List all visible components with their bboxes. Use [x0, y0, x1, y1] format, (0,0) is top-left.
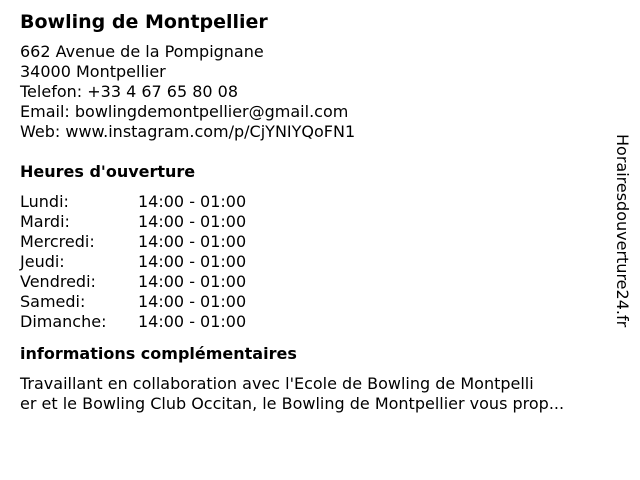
address-city: 34000 Montpellier	[20, 62, 166, 81]
day-label: Mardi:	[20, 212, 70, 231]
day-label: Dimanche:	[20, 312, 107, 331]
hours-row-saturday	[20, 292, 620, 312]
opening-hours-heading: Heures d'ouverture	[20, 162, 196, 181]
day-label: Jeudi:	[20, 252, 65, 271]
day-label: Samedi:	[20, 292, 86, 311]
email-line: Email: bowlingdemontpellier@gmail.com	[20, 102, 349, 121]
opening-hours-table	[20, 192, 620, 332]
description-line-1: Travaillant en collaboration avec l'Ecole de Bowling de Montpelli	[20, 374, 534, 393]
time-range: 14:00 - 01:00	[138, 292, 247, 311]
business-card	[20, 10, 620, 414]
hours-row-wednesday	[20, 232, 620, 252]
address-street: 662 Avenue de la Pompignane	[20, 42, 264, 61]
business-name: Bowling de Montpellier	[20, 11, 268, 33]
hours-row-friday	[20, 272, 620, 292]
phone-line: Telefon: +33 4 67 65 80 08	[20, 82, 239, 101]
day-label: Lundi:	[20, 192, 69, 211]
time-range: 14:00 - 01:00	[138, 232, 247, 251]
time-range: 14:00 - 01:00	[138, 192, 247, 211]
time-range: 14:00 - 01:00	[138, 272, 247, 291]
hours-row-tuesday	[20, 212, 620, 232]
web-line: Web: www.instagram.com/p/CjYNIYQoFN1	[20, 122, 356, 141]
time-range: 14:00 - 01:00	[138, 212, 247, 231]
hours-row-sunday	[20, 312, 620, 332]
day-label: Mercredi:	[20, 232, 95, 251]
time-range: 14:00 - 01:00	[138, 252, 247, 271]
day-label: Vendredi:	[20, 272, 96, 291]
hours-row-thursday	[20, 252, 620, 272]
hours-row-monday	[20, 192, 620, 212]
description-line-2: er et le Bowling Club Occitan, le Bowling de Montpellier vous prop...	[20, 394, 565, 413]
additional-info-heading: informations complémentaires	[20, 344, 297, 363]
site-watermark: Horairesdouverture24.fr	[613, 134, 632, 328]
time-range: 14:00 - 01:00	[138, 312, 247, 331]
